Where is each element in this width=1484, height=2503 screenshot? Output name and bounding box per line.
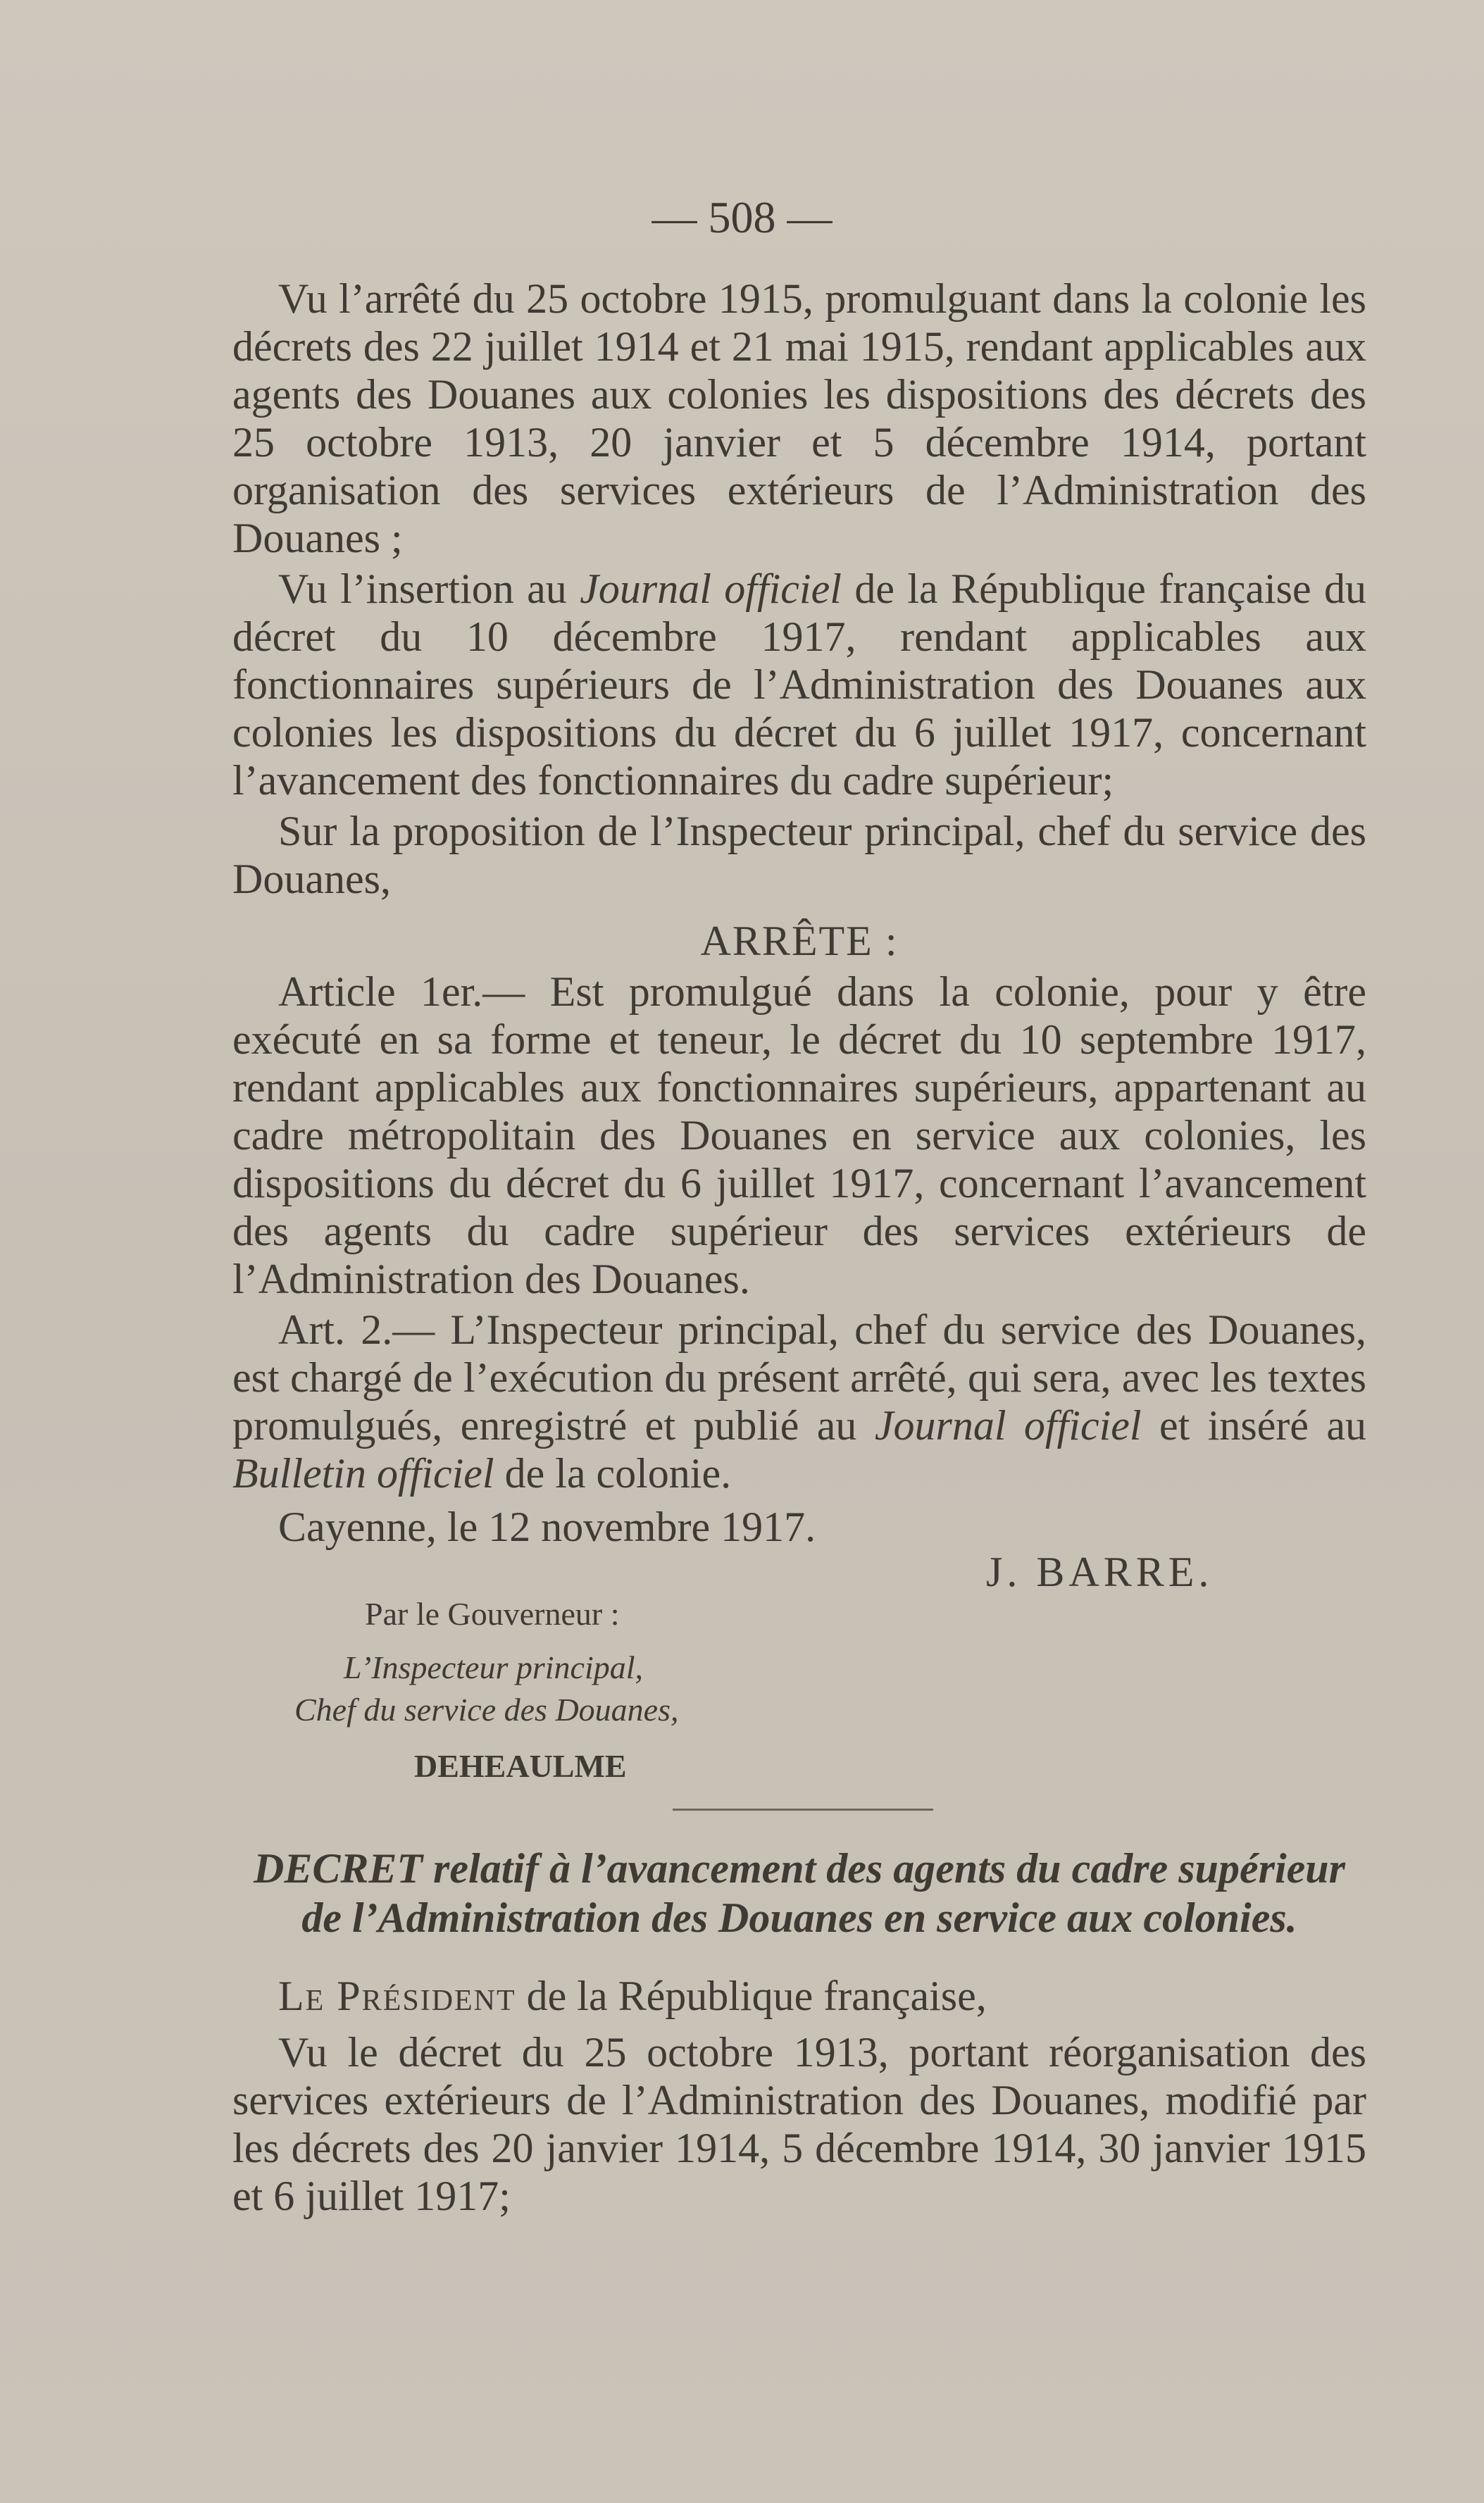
paragraph-vu-arrete: Vu l’arrêté du 25 octobre 1915, promulguant dans la colonie les décrets des 22 juillet 1914 et 21 mai 1915, rendant applicables aux agents des Douanes aux colonies les dispositions des décrets des 25 octobre 1913, 20 janvier et 5 décembre 1914, portant organisation des services extérieurs de l’Administration des Douanes ; — [232, 275, 1366, 561]
article-2-text-c: de la colonie. — [504, 1450, 732, 1497]
separator-rule — [673, 1809, 933, 1811]
article-2-label: Art. 2.— — [278, 1306, 435, 1353]
article-2-text-b: et inséré au — [1159, 1402, 1367, 1449]
date-line: Cayenne, le 12 novembre 1917. — [278, 1504, 816, 1550]
president-line — [232, 1972, 1366, 2020]
signature-barre: J. BARRE. — [986, 1549, 1214, 1595]
article-2 — [232, 1306, 1366, 1497]
arrete-heading: ARRÊTE : — [700, 918, 899, 964]
chef-du-service: Chef du service des Douanes, — [294, 1692, 679, 1728]
inspecteur-principal: L’Inspecteur principal, — [344, 1649, 644, 1685]
preamble — [232, 275, 1366, 1554]
article-1-text: Est promulgué dans la colonie, pour y être exécuté en sa forme et teneur, le décret du 10 septembre 1917, rendant applicables aux fonctionnaires supérieurs, appartenant au cadre métropolitain des Douanes en service aux colonies, les dispositions du décret du 6 juillet 1917, concernant l’avancement des agents du cadre supérieur des services extérieurs de l’Administration des Douanes. — [232, 968, 1366, 1302]
page-number: — 508 — — [651, 192, 833, 242]
paragraph-vu-decret: Vu le décret du 25 octobre 1913, portant réorganisation des services extérieurs de l’Administration des Douanes, modifié par les décrets des 20 janvier 1914, 5 décembre 1914, 30 janvier 1915 et 6 juillet 1917; — [232, 2029, 1366, 2219]
paragraph-vu-insertion — [232, 565, 1366, 804]
president-label: Le Président — [278, 1973, 516, 2019]
article-1-label: Article 1er.— — [278, 968, 525, 1015]
p2-body: du décret du 10 décembre 1917, rendant applicables aux fonctionnaires supérieurs de l’Administration des Douanes aux colonies les dispositions du décret du 6 juillet 1917, concernant l’avancement des fonctionnaires du cadre supérieur; — [232, 566, 1367, 804]
par-le-gouverneur: Par le Gouverneur : — [365, 1596, 620, 1632]
decree-title-line-1: DECRET relatif à l’avancement des agents du cadre supérieur — [254, 1845, 1345, 1892]
president-rest: de la République française, — [526, 1973, 987, 2019]
p2-rest: de la République française — [854, 566, 1311, 612]
article-2-bulletin: Bulletin officiel — [232, 1450, 494, 1497]
decree-body — [232, 1972, 1366, 2223]
paragraph-proposition: Sur la proposition de l’Inspecteur principal, chef du service des Douanes, — [232, 808, 1366, 902]
article-1 — [232, 968, 1366, 1303]
journal-officiel-ref: Journal officiel — [580, 566, 842, 612]
article-2-journal: Journal officiel — [874, 1402, 1142, 1449]
p2-prefix: Vu l’insertion au — [278, 566, 567, 612]
signature-deheaulme: DEHEAULME — [414, 1748, 627, 1784]
decree-title — [232, 1844, 1366, 1942]
article-2-text-a: L’Inspecteur principal, chef du service des Douanes, est chargé de l’exécution du présent arrêté, qui sera, avec les textes promulgués, enregistré et publié au — [232, 1306, 1367, 1449]
decree-title-line-2: de l’Administration des Douanes en service aux colonies. — [301, 1895, 1297, 1941]
